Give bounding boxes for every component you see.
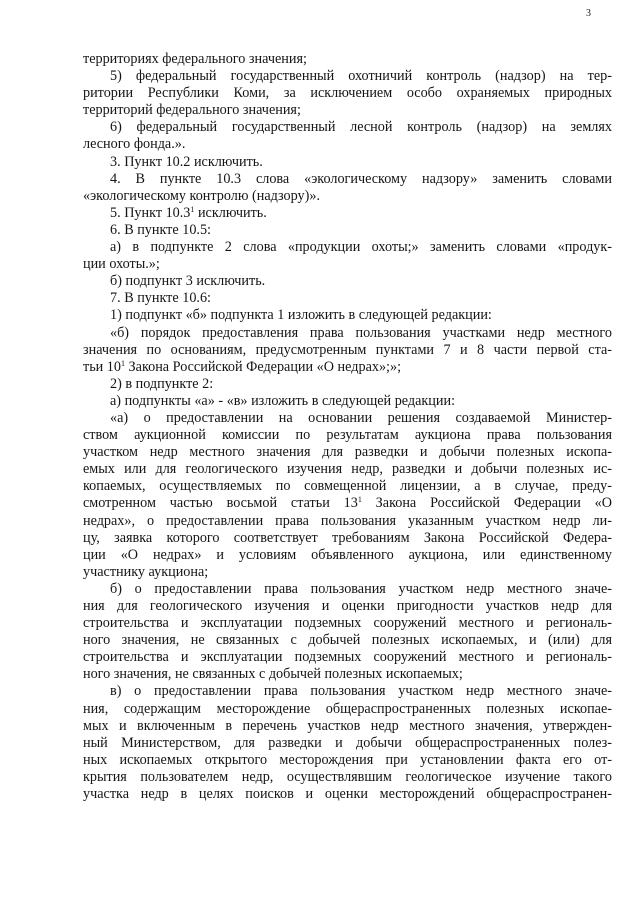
text-line-content: территориях федерального значения; — [83, 51, 307, 67]
text-line — [83, 290, 612, 307]
text-line — [83, 119, 612, 136]
text-line — [83, 478, 612, 495]
text-line-content: ритории Республики Коми, за исключением особо охраняемых природных — [83, 85, 612, 102]
page-number: 3 — [586, 8, 591, 19]
text-line-content: ный Министерством, для разведки и добычи общераспространенных полез- — [83, 734, 612, 751]
text-line — [83, 581, 612, 598]
text-line — [83, 68, 612, 85]
text-line-content: «б) порядок предоставления права пользования участками недр местного — [110, 324, 612, 341]
text-line-content: 5) федеральный государственный охотничий контроль (надзор) на тер- — [110, 68, 612, 85]
text-line — [83, 666, 612, 683]
text-line — [83, 718, 612, 735]
text-line — [83, 632, 612, 649]
text-line — [83, 410, 612, 427]
text-line — [83, 51, 612, 68]
text-line-content: емых или для геологического изучения недр, разведки и добычи полезных ис- — [83, 461, 612, 478]
text-line-content: ции «О недрах» и условиям объявленного аукциона, или единственному — [83, 546, 612, 563]
text-line-content: 3. Пункт 10.2 исключить. — [110, 153, 263, 170]
text-line — [83, 547, 612, 564]
text-line-content: а) в подпункте 2 слова «продукции охоты;» заменить словами «продук- — [110, 239, 612, 256]
text-line — [83, 598, 612, 615]
text-line — [83, 564, 612, 581]
text-line — [83, 188, 612, 205]
text-line-content: в) о предоставлении права пользования участком недр местного значе- — [110, 683, 612, 700]
text-line-content: ного значения, не связанных с добычей полезных ископаемых, и (или) для — [83, 632, 612, 649]
text-line — [83, 85, 612, 102]
text-line-content: 6) федеральный государственный лесной контроль (надзор) на землях — [110, 119, 612, 136]
text-line — [83, 376, 612, 393]
text-line — [83, 615, 612, 632]
text-line — [83, 461, 612, 478]
text-line-content: значения по основаниям, предусмотренным пунктами 7 и 8 части первой ста- — [83, 341, 612, 358]
text-line — [83, 393, 612, 410]
superscript: 1 — [190, 204, 195, 214]
text-line-continuation: Закона Российской Федерации «О недрах»;»; — [125, 358, 402, 375]
text-line-content: цу, заявка которого соответствует требованиям Закона Российской Федера- — [83, 529, 612, 546]
document-body — [83, 51, 612, 803]
text-line — [83, 427, 612, 444]
text-line — [83, 735, 612, 752]
text-line — [83, 154, 612, 171]
text-line-content: ния, содержащим месторождение общераспространенных полезных ископае- — [83, 700, 612, 717]
text-line-content: лесного фонда.». — [83, 136, 186, 153]
text-line-content: б) подпункт 3 исключить. — [110, 273, 266, 290]
text-line-content: участка недр в целях поисков и оценки месторождений общераспространен- — [83, 786, 612, 803]
text-line — [83, 786, 612, 803]
text-line-content: территорий федерального значения; — [83, 102, 301, 119]
text-line-content: участком недр местного значения для разведки и добычи полезных ископа- — [83, 444, 612, 461]
text-line-content: ством аукционной комиссии по результатам аукциона права пользования — [83, 427, 612, 444]
text-line-content: ния для геологического изучения и оценки пригодности участков недр для — [83, 598, 612, 614]
text-line-content: 5. Пункт 10.3 — [110, 204, 191, 221]
text-line-content: участнику аукциона; — [83, 563, 209, 580]
text-line-continuation: Закона Российской Федерации «О — [361, 495, 612, 512]
text-line — [83, 649, 612, 666]
text-line-continuation: исключить. — [194, 204, 267, 221]
text-line — [83, 342, 612, 359]
text-line-content: мых и включенным в перечень участков недр местного значения, утвержден- — [83, 717, 612, 734]
text-line-content: а) подпункты «а» - «в» изложить в следующей редакции: — [110, 392, 456, 409]
text-line-content: строительства и эксплуатации подземных сооружений местного и региональ- — [83, 615, 612, 632]
text-line — [83, 205, 612, 222]
text-line-content: ного значения, не связанных с добычей полезных ископаемых; — [83, 666, 463, 683]
text-line-content: ции охоты.»; — [83, 256, 160, 273]
text-line-content: «экологическому контролю (надзору)». — [83, 187, 320, 204]
text-line — [83, 444, 612, 461]
text-line — [83, 752, 612, 769]
text-line — [83, 273, 612, 290]
text-line — [83, 325, 612, 342]
text-line-content: 7. В пункте 10.6: — [110, 290, 211, 307]
text-line — [83, 307, 612, 324]
text-line-content: тьи 10 — [83, 358, 121, 375]
text-line-content: строительства и эксплуатации подземных сооружений местного и региональ- — [83, 649, 612, 666]
text-line-content: копаемых, осуществляемых по совмещенной лицензии, а в случае, преду- — [83, 478, 612, 495]
text-line-content: 4. В пункте 10.3 слова «экологическому надзору» заменить словами — [110, 170, 612, 187]
text-line — [83, 136, 612, 153]
text-line-content: 6. В пункте 10.5: — [110, 221, 211, 238]
text-line — [83, 513, 612, 530]
text-line-content: «а) о предоставлении на основании решения создаваемой Министер- — [110, 409, 612, 426]
text-line-content: 2) в подпункте 2: — [110, 375, 214, 392]
text-line — [83, 222, 612, 239]
text-line-content: 1) подпункт «б» подпункта 1 изложить в следующей редакции: — [110, 307, 492, 324]
text-line-content: недрах», о предоставлении права пользования указанным участком недр ли- — [83, 512, 612, 529]
text-line — [83, 683, 612, 700]
text-line — [83, 769, 612, 786]
text-line — [83, 495, 612, 512]
text-line — [83, 256, 612, 273]
text-line — [83, 102, 612, 119]
text-line-content: ных ископаемых открытого месторождения при установлении факта его от- — [83, 751, 612, 768]
text-line-content: б) о предоставлении права пользования участком недр местного значе- — [110, 580, 612, 597]
text-line — [83, 701, 612, 718]
superscript: 1 — [357, 495, 362, 505]
superscript: 1 — [121, 358, 125, 368]
text-line — [83, 239, 612, 256]
text-line — [83, 171, 612, 188]
text-line — [83, 530, 612, 547]
text-line — [83, 359, 612, 376]
text-line-content: крытия пользователем недр, осуществлявшим геологическое изучение такого — [83, 768, 612, 785]
text-line-content: смотренном частью восьмой статьи 13 — [83, 495, 358, 512]
